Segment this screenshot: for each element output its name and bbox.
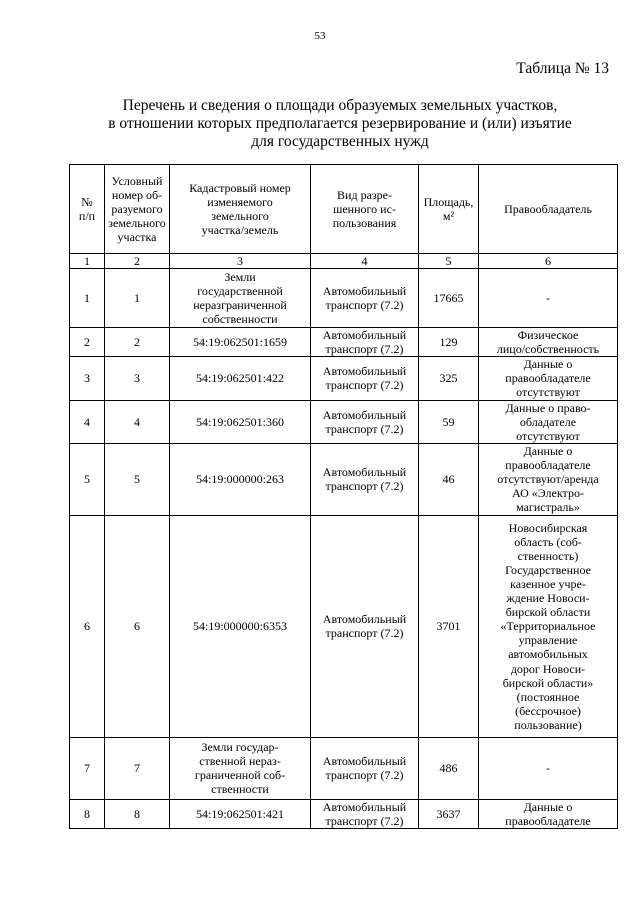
cell-owner: Данные о право- обладателе отсутствуют (479, 400, 618, 443)
table-row (70, 269, 618, 328)
cell-conditional-number: 4 (105, 400, 170, 443)
cell-index: 1 (70, 269, 105, 328)
cell-owner: Данные о правообладателе отсутствуют (479, 357, 618, 400)
cell-conditional-number: 7 (105, 737, 170, 799)
cell-area: 3701 (419, 515, 479, 737)
cell-permitted-use: Автомобильный транспорт (7.2) (311, 737, 419, 799)
cell-area: 59 (419, 400, 479, 443)
table-row (70, 799, 618, 828)
cell-index: 3 (70, 357, 105, 400)
heading-line: в отношении которых предполагается резервирование и (или) изъятие (108, 115, 572, 132)
cell-area: 325 (419, 357, 479, 400)
header-cell-conditional-number: Условный номер об- разуемого земельного участка (105, 165, 170, 254)
cell-area: 486 (419, 737, 479, 799)
cell-conditional-number: 3 (105, 357, 170, 400)
heading-line: для государственных нужд (251, 133, 429, 150)
cell-permitted-use: Автомобильный транспорт (7.2) (311, 799, 419, 828)
cell-conditional-number: 5 (105, 443, 170, 515)
land-plots-table (69, 164, 618, 829)
cell-cadastral-number: 54:19:062501:421 (170, 799, 311, 828)
cell-index: 2 (70, 328, 105, 357)
header-row (70, 165, 618, 254)
cell-owner: Данные о правообладателе (479, 799, 618, 828)
cell-conditional-number: 2 (105, 328, 170, 357)
cell-area: 129 (419, 328, 479, 357)
cell-permitted-use: Автомобильный транспорт (7.2) (311, 515, 419, 737)
table-label: Таблица № 13 (516, 60, 609, 77)
table-row (70, 357, 618, 400)
cell-owner: - (479, 269, 618, 328)
header-cell-index: № п/п (70, 165, 105, 254)
table-row (70, 400, 618, 443)
cell-owner: Физическое лицо/собственность (479, 328, 618, 357)
cell-index: 4 (70, 400, 105, 443)
column-number: 1 (70, 254, 105, 269)
header-cell-owner: Правообладатель (479, 165, 618, 254)
cell-cadastral-number: 54:19:062501:360 (170, 400, 311, 443)
cell-permitted-use: Автомобильный транспорт (7.2) (311, 400, 419, 443)
cell-owner: - (479, 737, 618, 799)
cell-cadastral-number: 54:19:000000:263 (170, 443, 311, 515)
cell-cadastral-number: 54:19:000000:6353 (170, 515, 311, 737)
page-number: 53 (314, 30, 326, 42)
header-cell-cadastral-number: Кадастровый номер изменяемого земельного участка/земель (170, 165, 311, 254)
cell-owner: Новосибирская область (соб- ственность) Государственное казенное учре- ждение Новоси- бирской области «Территориальное управление автомобильных дорог Новоси- бирской области» (постоянное (бессрочное) пользование) (479, 515, 618, 737)
table-row (70, 737, 618, 799)
cell-index: 5 (70, 443, 105, 515)
column-number-row (70, 254, 618, 269)
header-cell-permitted-use: Вид разре- шенного ис- пользования (311, 165, 419, 254)
table-row (70, 515, 618, 737)
cell-conditional-number: 6 (105, 515, 170, 737)
column-number: 3 (170, 254, 311, 269)
table-row (70, 328, 618, 357)
cell-index: 8 (70, 799, 105, 828)
heading-line: Перечень и сведения о площади образуемых земельных участков, (122, 97, 558, 114)
cell-area: 17665 (419, 269, 479, 328)
column-number: 4 (311, 254, 419, 269)
cell-index: 6 (70, 515, 105, 737)
cell-permitted-use: Автомобильный транспорт (7.2) (311, 328, 419, 357)
cell-conditional-number: 1 (105, 269, 170, 328)
cell-permitted-use: Автомобильный транспорт (7.2) (311, 357, 419, 400)
cell-area: 3637 (419, 799, 479, 828)
cell-cadastral-number: Земли государственной неразграниченной собственности (170, 269, 311, 328)
document-heading (60, 97, 620, 151)
cell-cadastral-number: Земли государ- ственной нераз- граниченной соб- ственности (170, 737, 311, 799)
column-number: 6 (479, 254, 618, 269)
column-number: 2 (105, 254, 170, 269)
cell-owner: Данные о правообладателе отсутствуют/аренда АО «Электро- магистраль» (479, 443, 618, 515)
header-cell-area: Площадь, м² (419, 165, 479, 254)
cell-index: 7 (70, 737, 105, 799)
column-number: 5 (419, 254, 479, 269)
cell-cadastral-number: 54:19:062501:1659 (170, 328, 311, 357)
cell-permitted-use: Автомобильный транспорт (7.2) (311, 443, 419, 515)
cell-permitted-use: Автомобильный транспорт (7.2) (311, 269, 419, 328)
cell-cadastral-number: 54:19:062501:422 (170, 357, 311, 400)
table-row (70, 443, 618, 515)
cell-area: 46 (419, 443, 479, 515)
cell-conditional-number: 8 (105, 799, 170, 828)
